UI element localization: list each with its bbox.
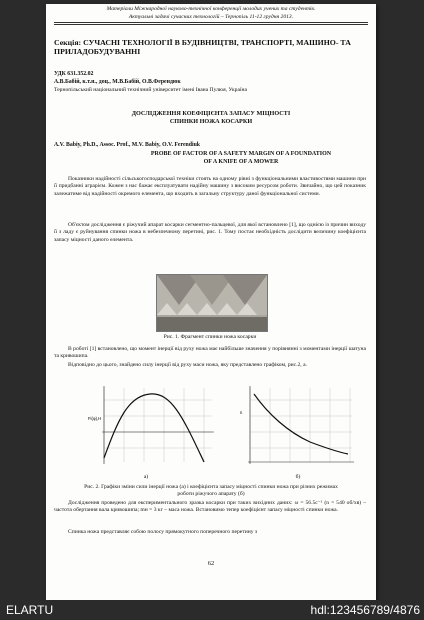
paragraph-inertia: В роботі [1] встановлено, що момент інерції від руху ножа має найбільше значення у порівнянні з моментами інерції шатуна та кривошипа. [54, 346, 366, 360]
handle-id: hdl:123456789/4876 [310, 603, 420, 617]
footer-bar [0, 600, 424, 620]
title-en [116, 150, 366, 166]
title-ua-line-2: СПИНКИ НОЖА КОСАРКИ [169, 118, 253, 125]
paragraph-object: Об'єктом дослідження є ріжучий апарат косарки сегментно-пальцевої, для якої встановлено [1], що однією із причин виходу її з ладу є руйнування спинки ножа в небезпечному перетині, рис. 1. Тому постає необхідність дослідити величину коефіцієнта запасу міцності даного елемента. [54, 222, 366, 243]
header-rule [54, 22, 368, 23]
authors-ua: А.В.Бабій, к.т.н., доц., М.В.Бабій, О.В.Ферендюк [54, 79, 181, 85]
conference-header [56, 6, 366, 21]
paragraph-force: Відповідно до цього, знайдено силу інерції від руху маси ножа, яку представлено графіком, рис.2, а. [68, 362, 307, 368]
authors-en: A.V. Babiy, Ph.D., Assoc. Prof., M.V. Babiy, O.V. Ferendiuk [54, 142, 201, 148]
figure-1-caption: Рис. 1. Фрагмент спинки ножа косарки [163, 334, 257, 340]
graph-b-ylabel: n [240, 410, 243, 415]
knife-segment-illustration [157, 275, 267, 331]
graph-b-label: б) [295, 474, 301, 480]
paragraph-knife-back: Спинка ножа представляє собою полосу прямокутного поперечного перетину з [68, 529, 258, 535]
mower-knife-photo [156, 274, 268, 332]
graph-a-ylabel: Fi(φ),Н [88, 416, 102, 421]
title-en-line-2: OF A KNIFE OF A MOWER [203, 159, 279, 165]
institution: Тернопільський національний технічний університет імені Івана Пулюя, Україна [54, 87, 247, 93]
graph-inertia-force [88, 380, 218, 472]
repository-name: ELARTU [6, 603, 54, 617]
graph-safety-factor [238, 380, 358, 472]
header-line-2: Актуальні задачі сучасних технологій – Тернопіль 11-12 грудня 2013. [128, 13, 294, 20]
title-ua-line-1: ДОСЛІДЖЕННЯ КОЕФІЦІЄНТА ЗАПАСУ МІЦНОСТІ [131, 110, 291, 117]
paragraph-experiment: Дослідження проведено для експериментального зразка косарки при таких вихідних даних: ω = 56.5c⁻¹ (n = 540 об/хв) – частота обертання вала кривошипа; mн = 3 кг – маса ножа. Встановимо тепер коефіцієнт запасу міцності спинки ножа. [54, 500, 366, 514]
header-line-1: Матеріали Міжнародної науково-технічної конференції молодих учених та студентів. [106, 6, 316, 12]
page-number: 62 [207, 560, 215, 567]
title-ua [64, 110, 358, 126]
title-en-line-1: PROBE OF FACTOR OF A SAFETY MARGIN OF A FOUNDATION [150, 151, 332, 157]
graph-a-label: а) [143, 474, 149, 480]
document-page [46, 4, 376, 600]
paragraph-intro: Показники надійності сільськогосподарської техніки стоять на одному рівні з функціональними властивостями машини при її придбанні аграрієм. Кожен з нас бажає експлуатувати надійну машину з високим ресурсом роботи. Звичайно, що цей показник залежатиме від надійності окремого елемента, що входить в загальну структуру даної функціональної системи. [54, 176, 366, 197]
figure-2-caption: Рис. 2. Графіки зміни сили інерції ножа (а) і коефіцієнта запасу міцності спинки ножа при різних режимах роботи ріжучого апарату (б) [84, 484, 338, 498]
udk-code: УДК 631.352.02 [54, 71, 94, 77]
section-heading: Секція: СУЧАСНІ ТЕХНОЛОГІЇ В БУДІВНИЦТВІ, ТРАНСПОРТІ, МАШИНО- ТА ПРИЛАДОБУДУВАННІ [54, 38, 351, 56]
header-rule-2 [54, 24, 368, 25]
